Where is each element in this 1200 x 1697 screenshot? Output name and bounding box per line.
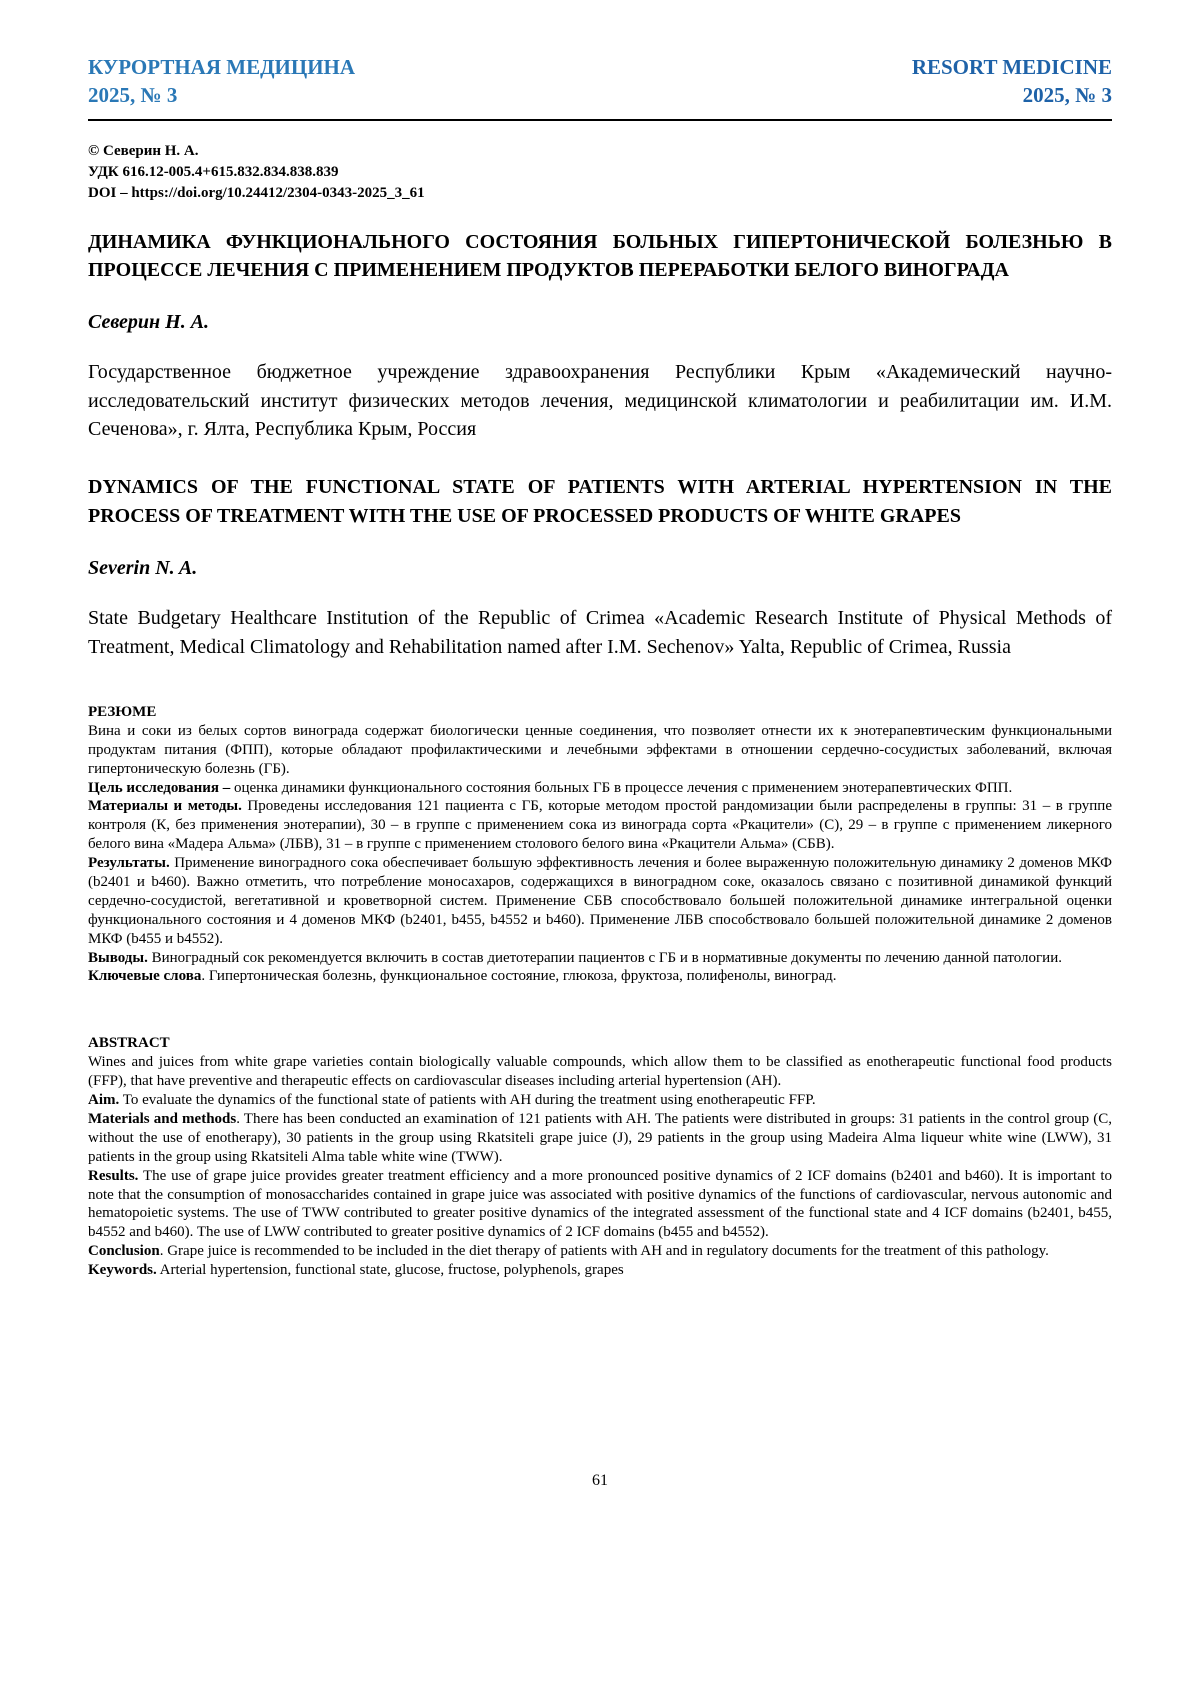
paragraph-lead: Materials and methods [88,1110,237,1127]
journal-issue-ru: 2025, № 3 [88,82,178,107]
paragraph-text: To evaluate the dynamics of the functional state of patients with AH during the treatment using enotherapeutic FFP. [119,1092,816,1109]
abstract-paragraph [88,1167,1112,1243]
resume-heading: РЕЗЮМЕ [88,704,157,721]
journal-header-left [88,54,355,109]
paragraph-lead: Цель исследования – [88,779,231,796]
paragraph-text: . Гипертоническая болезнь, функциональное состояние, глюкоза, фруктоза, полифенолы, виноград. [201,968,837,985]
abstract-paragraph [88,1242,1112,1261]
paragraph-text: The use of grape juice provides greater treatment efficiency and a more pronounced positive dynamics of 2 ICF domains (b2401 and b460). It is important to note that the consumption of monosaccharides contained in grape juice was associated with positive dynamics of the functions of cardiovascular, nervous autonomic and hematopoietic systems. The use of TWW contributed to greater positive dynamics of the integrated assessment of the functional state and 4 ICF domains (b2401, b455, b4552 and b460). The use of LWW contributed to greater positive dynamics of 2 ICF domains (b455 and b4552). [88,1167,1112,1241]
article-title-en: DYNAMICS OF THE FUNCTIONAL STATE OF PATIENTS WITH ARTERIAL HYPERTENSION IN THE PROCESS OF TREATMENT WITH THE USE OF PROCESSED PRODUCTS OF WHITE GRAPES [88,476,1112,527]
journal-issue-en: 2025, № 3 [1022,82,1112,107]
affiliation-ru: Государственное бюджетное учреждение здравоохранения Республики Крым «Академический научно-исследовательский институт физических методов лечения, медицинской климатологии и реабилитации им. И.М. Сеченова», г. Ялта, Республика Крым, Россия [88,361,1112,441]
journal-title-ru: КУРОРТНАЯ МЕДИЦИНА [88,55,356,79]
paragraph-text: Применение виноградного сока обеспечивает большую эффективность лечения и более выраженную положительную динамику 2 доменов МКФ (b2401 и b460). Важно отметить, что потребление моносахаров, содержащихся в виноградном соке, оказалось связано с позитивной динамикой функций сердечно-сосудистой, вегетативной и кроветворной систем. Применение СБВ способствовало большей положительной динамике интегральной оценки функционального состояния и 4 доменов МКФ (b2401, b455, b4552 и b460). Применение ЛБВ способствовало большей положительной динамике 2 доменов МКФ (b455 и b4552). [88,855,1112,947]
resume-paragraph [88,949,1112,968]
abstract-section [88,1034,1112,1280]
article-title-ru: ДИНАМИКА ФУНКЦИОНАЛЬНОГО СОСТОЯНИЯ БОЛЬНЫХ ГИПЕРТОНИЧЕСКОЙ БОЛЕЗНЬЮ В ПРОЦЕССЕ ЛЕЧЕНИЯ С ПРИМЕНЕНИЕМ ПРОДУКТОВ ПЕРЕРАБОТКИ БЕЛОГО ВИНОГРАДА [88,230,1112,281]
resume-paragraph [88,722,1112,779]
paragraph-lead: Results. [88,1167,139,1184]
affiliation-en: State Budgetary Healthcare Institution of the Republic of Crimea «Academic Research Institute of Physical Methods of Treatment, Medical Climatology and Rehabilitation named after I.M. Sechenov» Yalta, Republic of Crimea, Russia [88,607,1112,658]
paragraph-text: оценка динамики функционального состояния больных ГБ в процессе лечения с применением энотерапевтических ФПП. [230,779,1013,796]
header-divider [88,119,1112,121]
paragraph-lead: Keywords. [88,1262,157,1279]
paragraph-text: . There has been conducted an examination of 121 patients with AH. The patients were distributed in groups: 31 patients in the control group (C, without the use of enotherapy), 30 patients in the group using Rkatsiteli grape juice (J), 29 patients in the group using Madeira Alma liqueur white wine (LWW), 31 patients in the group using Rkatsiteli Alma table white wine (TWW). [88,1110,1112,1165]
paragraph-text: Виноградный сок рекомендуется включить в состав диетотерапии пациентов с ГБ и в нормативные документы по лечению данной патологии. [147,949,1062,966]
author-name-en: Severin N. A. [88,557,198,580]
paragraph-text: Вина и соки из белых сортов винограда содержат биологически ценные соединения, что позволяет отнести их к энотерапевтическим функциональными продуктам питания (ФПП), которые обладают профилактическими и лечебными эффектами в отношении сердечно-сосудистых заболеваний, включая гипертоническую болезнь (ГБ). [88,722,1112,777]
journal-title-en: RESORT MEDICINE [911,55,1112,79]
paragraph-lead: Выводы. [88,949,148,966]
page-number: 61 [592,1472,608,1489]
abstract-paragraph [88,1091,1112,1110]
udk-line: УДК 616.12-005.4+615.832.834.838.839 [88,164,339,181]
paragraph-text: . Grape juice is recommended to be included in the diet therapy of patients with AH and in regulatory documents for the treatment of this pathology. [159,1243,1049,1260]
paragraph-lead: Результаты. [88,855,170,872]
resume-section [88,703,1112,986]
paragraph-text: Проведены исследования 121 пациента с ГБ, которые методом простой рандомизации были распределены в группы: 31 – в группе контроля (К, без применения энотерапии), 30 – в группе с применением сока из винограда сорта «Ркацители» (С), 29 – в группе с применением ликерного белого вина «Мадера Альма» (ЛБВ), 31 – в группе с применением столового белого вина «Ркацители Альма» (СБВ). [88,798,1112,853]
paragraph-lead: Материалы и методы. [88,798,242,815]
resume-paragraph [88,854,1112,948]
paragraph-text: Arterial hypertension, functional state, glucose, fructose, polyphenols, grapes [156,1262,624,1279]
paragraph-lead: Conclusion [88,1243,160,1260]
article-meta [88,141,1112,203]
abstract-paragraph [88,1110,1112,1167]
journal-header-right [912,54,1112,109]
paragraph-text: Wines and juices from white grape varieties contain biologically valuable compounds, which allow them to be classified as enotherapeutic functional food products (FFP), that have preventive and therapeutic effects on cardiovascular diseases including arterial hypertension (AH). [88,1054,1112,1090]
author-name-ru: Северин Н. А. [88,311,210,334]
resume-paragraph [88,967,1112,986]
resume-paragraph [88,779,1112,798]
paragraph-lead: Aim. [88,1092,120,1109]
abstract-paragraph [88,1053,1112,1091]
doi-line: DOI – https://doi.org/10.24412/2304-0343-2025_3_61 [88,184,425,201]
abstract-heading: ABSTRACT [88,1035,170,1052]
resume-paragraph [88,797,1112,854]
abstract-paragraph [88,1261,1112,1280]
journal-header [88,54,1112,109]
paragraph-lead: Ключевые слова [88,968,202,985]
copyright-line: © Северин Н. А. [88,143,199,160]
